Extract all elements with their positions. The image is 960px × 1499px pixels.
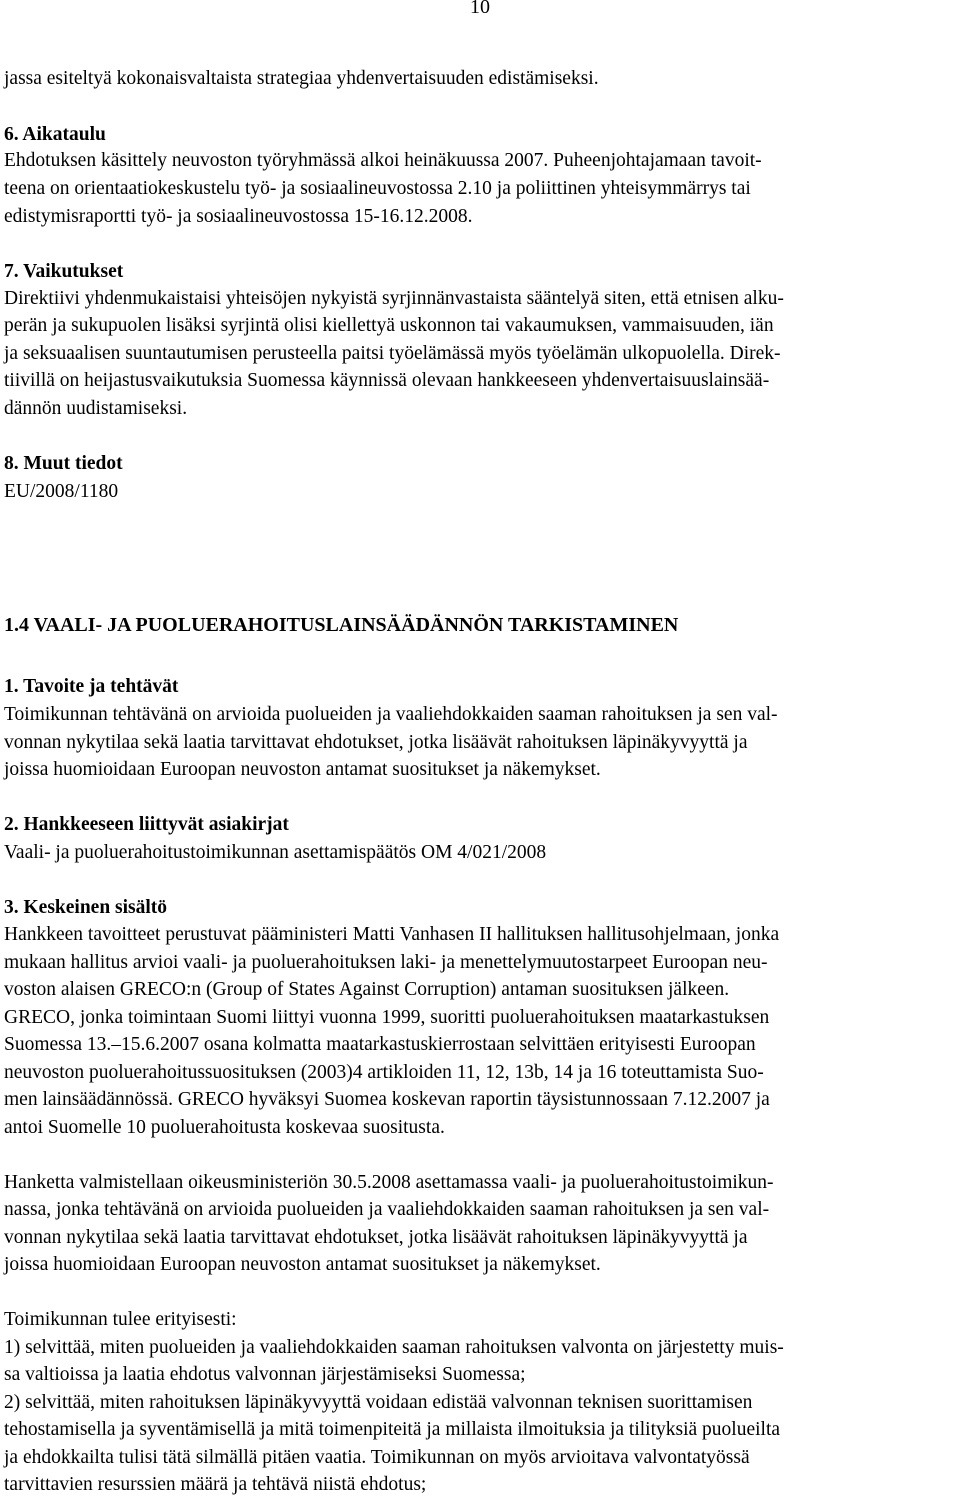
page-number: 10 [470, 0, 490, 18]
subsection-1-heading: 1. Tavoite ja tehtävät [4, 676, 179, 697]
subsection-3-line: sa valtioissa ja laatia ehdotus valvonnan järjestämiseksi Suomessa; [4, 1364, 526, 1385]
section-7-line: tiivillä on heijastusvaikutuksia Suomessa käynnissä olevaan hankkeeseen yhdenvertaisuuslainsää- [4, 370, 770, 391]
subsection-3-line: Hankkeen tavoitteet perustuvat pääministeri Matti Vanhasen II hallituksen hallitusohjelmaan, jonka [4, 924, 780, 945]
subsection-3-line: neuvoston puoluerahoitussuosituksen (2003)4 artikloiden 11, 12, 13b, 14 ja 16 toteuttamista Suo- [4, 1062, 764, 1083]
section-6-heading: 6. Aikataulu [4, 124, 106, 145]
subsection-3-line: tarvittavien resurssien määrä ja tehtävä niistä ehdotus; [4, 1474, 427, 1495]
section-8-heading: 8. Muut tiedot [4, 453, 123, 474]
main-section-title: 1.4 VAALI- JA PUOLUERAHOITUSLAINSÄÄDÄNNÖN TARKISTAMINEN [4, 614, 679, 636]
subsection-3-line: voston alaisen GRECO:n (Group of States Against Corruption) antaman suosituksen jälkeen. [4, 979, 730, 1000]
section-7-line: perän ja sukupuolen lisäksi syrjintä olisi kiellettyä uskonnon tai vakaumuksen, vammaisuuden, iän [4, 315, 774, 336]
subsection-3-line: nassa, jonka tehtävänä on arvioida puolueiden ja vaaliehdokkaiden saaman rahoituksen ja sen val- [4, 1199, 770, 1220]
intro-line: jassa esiteltyä kokonaisvaltaista strategiaa yhdenvertaisuuden edistämiseksi. [4, 68, 599, 89]
subsection-3-line: mukaan hallitus arvioi vaali- ja puoluerahoituksen laki- ja menettelymuutostarpeet Euroopan neu- [4, 952, 768, 973]
subsection-3-line: Toimikunnan tulee erityisesti: [4, 1309, 237, 1330]
subsection-3-line: joissa huomioidaan Euroopan neuvoston antamat suositukset ja näkemykset. [4, 1254, 601, 1275]
subsection-3-line: ja ehdokkailta tulisi tätä silmällä pitäen vaatia. Toimikunnan on myös arvioitava valvontatyössä [4, 1447, 750, 1468]
section-7-line: Direktiivi yhdenmukaistaisi yhteisöjen nykyistä syrjinnänvastaista sääntelyä siten, että etnisen alku- [4, 288, 784, 309]
subsection-3-line: vonnan nykytilaa sekä laatia tarvittavat ehdotukset, jotka lisäävät rahoituksen läpinäkyvyyttä ja [4, 1227, 748, 1248]
subsection-3-line: antoi Suomelle 10 puoluerahoitusta koskevaa suositusta. [4, 1117, 445, 1138]
subsection-3-line: 2) selvittää, miten rahoituksen läpinäkyvyyttä voidaan edistää valvonnan teknisen suorittamisen [4, 1392, 753, 1413]
subsection-1-line: Toimikunnan tehtävänä on arvioida puolueiden ja vaaliehdokkaiden saaman rahoituksen ja sen val- [4, 704, 778, 725]
section-6-line: edistymisraportti työ- ja sosiaalineuvostossa 15-16.12.2008. [4, 206, 473, 227]
subsection-3-line: Suomessa 13.–15.6.2007 osana kolmatta maatarkastuskierrostaan selvittäen erityisesti Euroopan [4, 1034, 756, 1055]
section-7-heading: 7. Vaikutukset [4, 261, 124, 282]
subsection-3-line: 1) selvittää, miten puolueiden ja vaaliehdokkaiden saaman rahoituksen valvonta on järjestetty muis- [4, 1337, 784, 1358]
subsection-3-line: GRECO, jonka toimintaan Suomi liittyi vuonna 1999, suoritti puoluerahoituksen maatarkastuksen [4, 1007, 770, 1028]
section-7-line: ja seksuaalisen suuntautumisen perusteella paitsi työelämässä myös työelämän ulkopuolella. Direk- [4, 343, 781, 364]
section-6-line: Ehdotuksen käsittely neuvoston työryhmässä alkoi heinäkuussa 2007. Puheenjohtajamaan tavoit- [4, 150, 762, 171]
subsection-3-line: Hanketta valmistellaan oikeusministeriön 30.5.2008 asettamassa vaali- ja puoluerahoitustoimikun- [4, 1172, 774, 1193]
subsection-3-line: tehostamisella ja syventämisellä ja mitä toimenpiteitä ja millaista ilmoituksia ja tilityksiä puolueilta [4, 1419, 781, 1440]
section-6-line: teena on orientaatiokeskustelu työ- ja sosiaalineuvostossa 2.10 ja poliittinen yhteisymmärrys tai [4, 178, 751, 199]
subsection-2-heading: 2. Hankkeeseen liittyvät asiakirjat [4, 814, 289, 835]
section-8-line: EU/2008/1180 [4, 481, 119, 502]
subsection-1-line: joissa huomioidaan Euroopan neuvoston antamat suositukset ja näkemykset. [4, 759, 601, 780]
subsection-2-line: Vaali- ja puoluerahoitustoimikunnan asettamispäätös OM 4/021/2008 [4, 842, 547, 863]
subsection-3-heading: 3. Keskeinen sisältö [4, 897, 168, 918]
subsection-3-line: men lainsäädännössä. GRECO hyväksyi Suomea koskevan raportin täysistunnossaan 7.12.2007 ja [4, 1089, 770, 1110]
subsection-1-line: vonnan nykytilaa sekä laatia tarvittavat ehdotukset, jotka lisäävät rahoituksen läpinäkyvyyttä ja [4, 732, 748, 753]
section-7-line: dännön uudistamiseksi. [4, 398, 188, 419]
